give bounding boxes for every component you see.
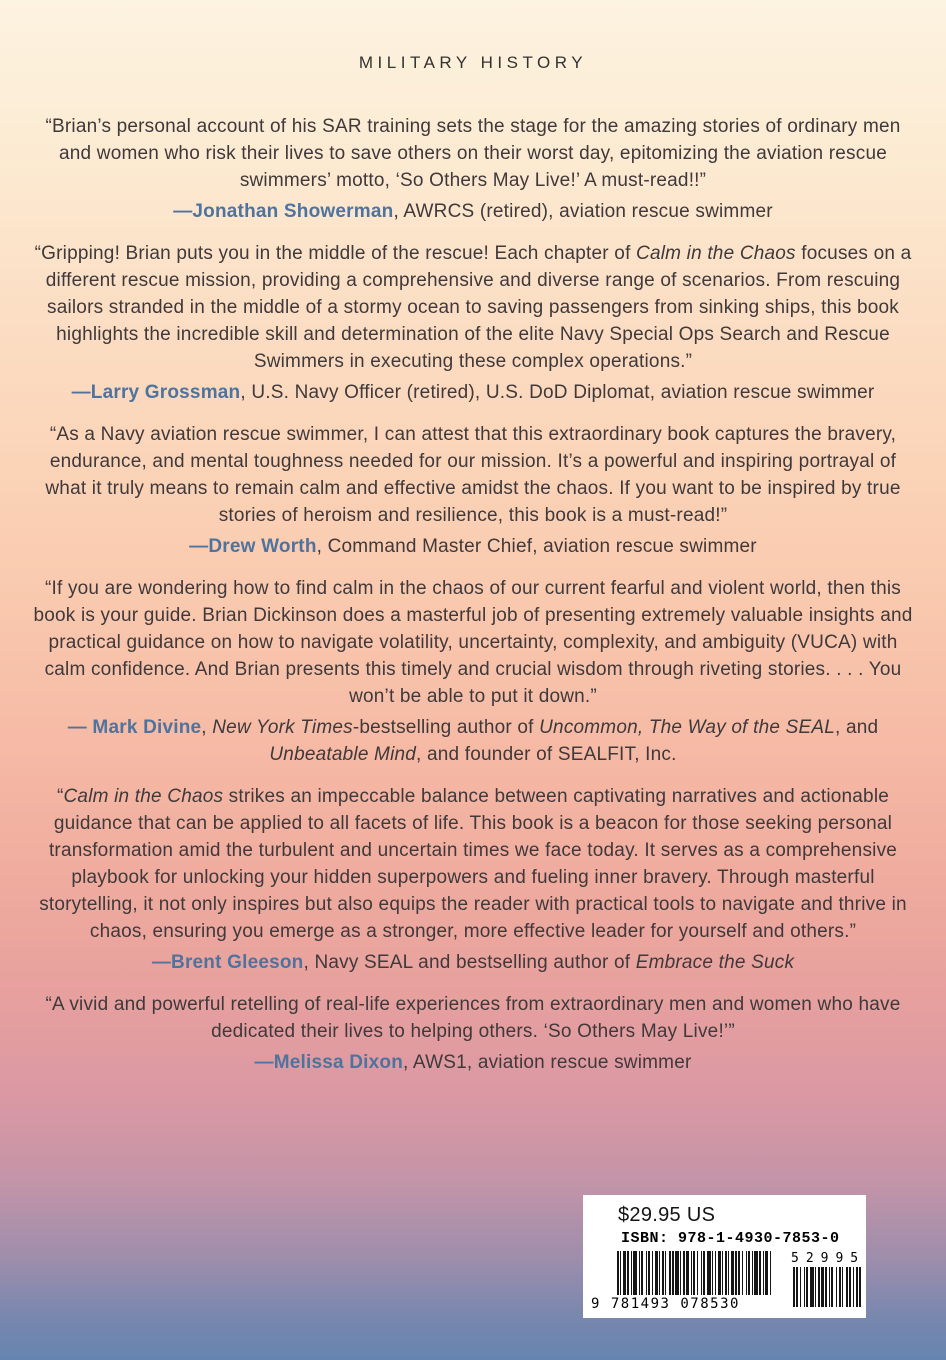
quote-text: “Calm in the Chaos strikes an impeccable balance between captivating narratives and actionable guidance that can be applied to all facets of life. This book is a beacon for those seeking personal transformation amid the turbulent and uncertain times we face today. It serves as a comprehensive playbook for unlocking your hidden superpowers and fueling inner bravery. Through masterful storytelling, it not only inspires but also equips the reader with practical tools to navigate and thrive in chaos, ensuring you emerge as a stronger, more effective leader for yourself and others.” xyxy=(39,786,907,942)
supplement-digits: 52995 xyxy=(791,1251,866,1266)
supplement-barcode-group xyxy=(791,1251,866,1307)
quote-attribution: —Larry Grossman, U.S. Navy Officer (retired), U.S. DoD Diplomat, aviation rescue swimmer xyxy=(71,382,875,403)
price-label: $29.95 US xyxy=(618,1204,716,1226)
category-heading: MILITARY HISTORY xyxy=(358,53,588,72)
ean-digits: 9 781493 078530 xyxy=(591,1296,740,1312)
quote-attribution: —Melissa Dixon, AWS1, aviation rescue swimmer xyxy=(254,1052,692,1073)
quote-text: “If you are wondering how to find calm in the chaos of our current fearful and violent world, then this book is your guide. Brian Dickinson does a masterful job of presenting extremely valuable insights and practical guidance on how to navigate volatility, uncertainty, complexity, and ambiguity (VUCA) with calm confidence. And Brian presents this timely and crucial wisdom through riveting stories. . . . You won’t be able to put it down.” xyxy=(33,578,913,707)
barcodes-row xyxy=(583,1251,866,1312)
ean-barcode-group xyxy=(591,1251,777,1312)
supplement-barcode xyxy=(793,1267,861,1307)
barcode-panel xyxy=(583,1195,866,1318)
quote-text: “Gripping! Brian puts you in the middle of the rescue! Each chapter of Calm in the Chaos focuses on a different rescue mission, providing a comprehensive and diverse range of scenarios. From rescuing sailors stranded in the middle of a stormy ocean to saving passengers from sinking ships, this book highlights the incredible skill and determination of the elite Navy Special Ops Search and Rescue Swimmers in executing these complex operations.” xyxy=(34,243,912,372)
ean-barcode xyxy=(617,1251,777,1295)
quote-text: “Brian’s personal account of his SAR training sets the stage for the amazing stories of ordinary men and women who risk their lives to save others on their worst day, epitomizing the aviation rescue swimmers’ motto, ‘So Others May Live!’ A must-read!!” xyxy=(45,116,901,191)
quote-attribution: — Mark Divine, New York Times-bestselling author of Uncommon, The Way of the SEAL, and Unbeatable Mind, and founder of SEALFIT, Inc. xyxy=(67,717,879,765)
quote-block xyxy=(31,991,915,1076)
quote-block xyxy=(31,113,915,225)
quote-block xyxy=(31,575,915,768)
quote-attribution: —Jonathan Showerman, AWRCS (retired), aviation rescue swimmer xyxy=(173,201,773,222)
quote-text: “A vivid and powerful retelling of real-life experiences from extraordinary men and women who have dedicated their lives to helping others. ‘So Others May Live!’” xyxy=(45,994,901,1042)
quote-block xyxy=(31,783,915,976)
quote-text: “As a Navy aviation rescue swimmer, I can attest that this extraordinary book captures the bravery, endurance, and mental toughness needed for our mission. It’s a powerful and inspiring portrayal of what it truly means to remain calm and effective amidst the chaos. If you want to be inspired by true stories of heroism and resilience, this book is a must-read!” xyxy=(45,424,901,526)
quote-attribution: —Drew Worth, Command Master Chief, aviation rescue swimmer xyxy=(189,536,757,557)
quote-block xyxy=(31,421,915,560)
quote-attribution: —Brent Gleeson, Navy SEAL and bestselling author of Embrace the Suck xyxy=(151,952,795,973)
isbn-label: ISBN: 978-1-4930-7853-0 xyxy=(621,1230,840,1247)
quote-block xyxy=(31,240,915,406)
endorsements-section xyxy=(31,113,915,1076)
